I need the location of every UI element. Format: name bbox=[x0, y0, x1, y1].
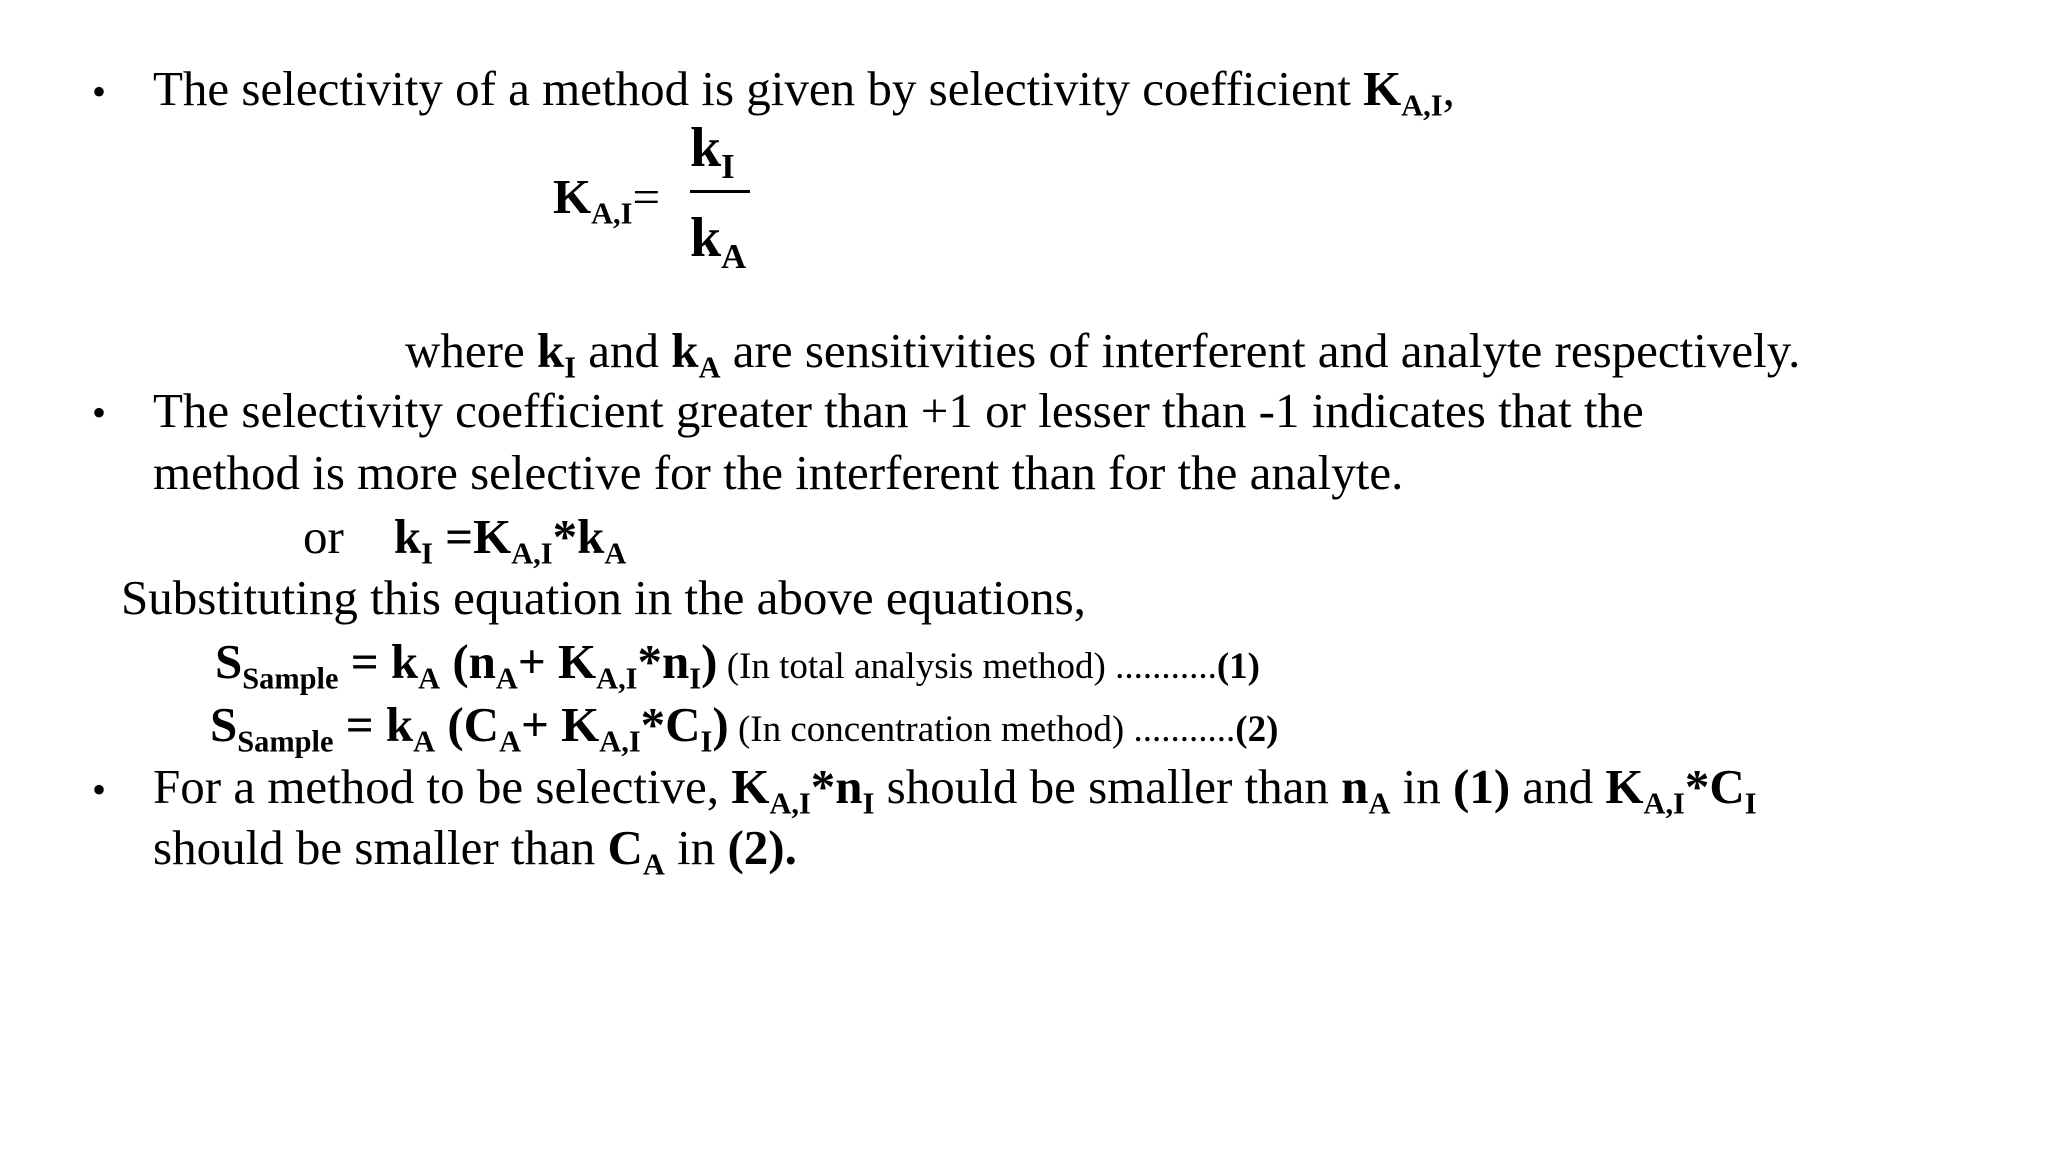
fraction-bar bbox=[690, 190, 750, 193]
fraction-lhs: $K_{A,I}=$ bbox=[553, 169, 661, 231]
line1-text: The selectivity of a method is given by selectivity coefficient bbox=[153, 61, 1364, 116]
equation-2: $S_{Sample} = k_A$ $(C_A+ K_{A,I}*C_I)$ (In concentration method) ...........(2) bbox=[210, 697, 1279, 759]
bullet-2: • bbox=[92, 390, 107, 435]
or-line: or $k_I =K_{A,I}*k_A$ bbox=[303, 509, 627, 571]
fraction-denominator: $k_A$ bbox=[690, 207, 747, 277]
equation-1: $S_{Sample} = k_A$ $(n_A+ K_{A,I}*n_I)$ (In total analysis method) ...........(1) bbox=[215, 634, 1261, 696]
coef-K: $K_{A,I}$ bbox=[1363, 61, 1443, 123]
fraction-numerator: $k_I$ bbox=[690, 117, 735, 187]
bullet-2-line-1: The selectivity coefficient greater than +1 or lesser than -1 indicates that the bbox=[153, 383, 1644, 438]
bullet-1-text: The selectivity of a method is given by selectivity coefficient $K_{A,I}$, bbox=[153, 61, 1455, 123]
substituting-line: Substituting this equation in the above equations, bbox=[121, 570, 1086, 625]
bullet-2-line-2: method is more selective for the interferent than for the analyte. bbox=[153, 445, 1404, 500]
where-line: where $k_I$ and $k_A$ are sensitivities of interferent and analyte respectively. bbox=[405, 323, 1801, 385]
bullet-3-line-2: should be smaller than $C_A$ in (2). bbox=[153, 820, 797, 882]
bullet-1: • bbox=[92, 69, 107, 114]
bullet-3-line-1: For a method to be selective, $K_{A,I}*n_I$ should be smaller than $n_A$ in (1) and $K_{A,I}*C_I$ bbox=[153, 759, 1757, 821]
bullet-3: • bbox=[92, 767, 107, 812]
